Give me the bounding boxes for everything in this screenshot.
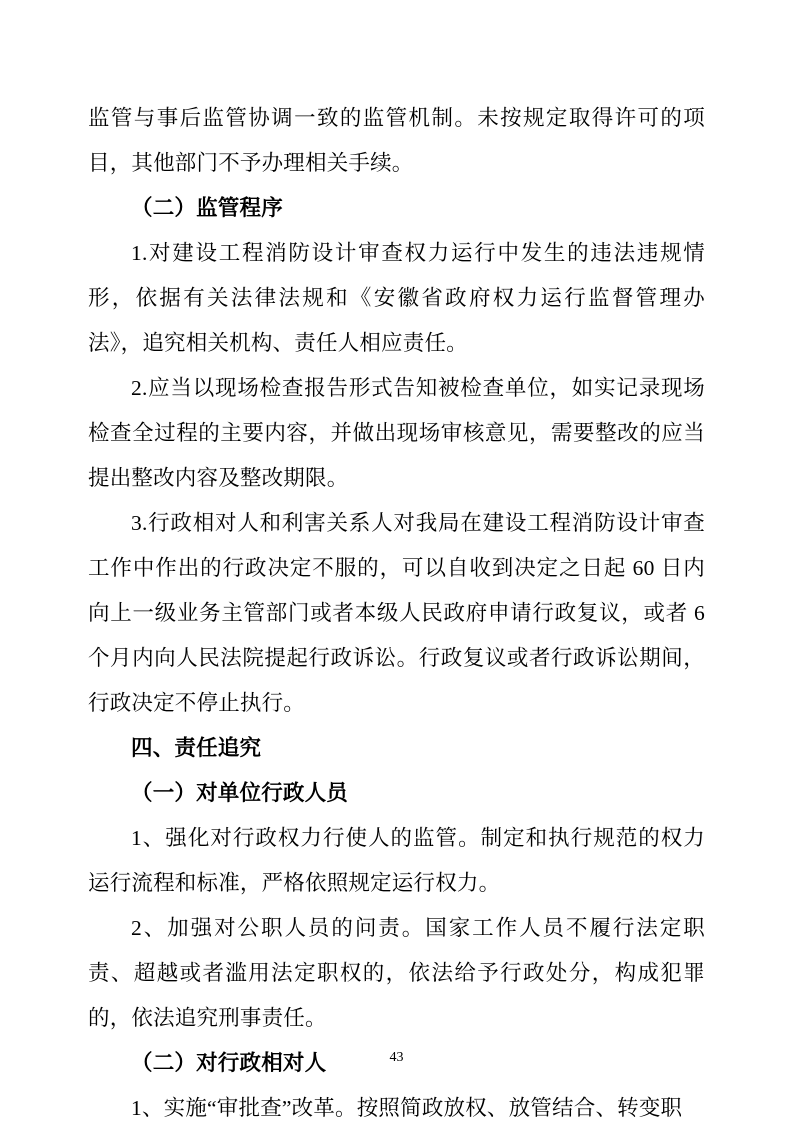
paragraph: 2.应当以现场检查报告形式告知被检查单位，如实记录现场检查全过程的主要内容，并做出现场审核意见，需要整改的应当提出整改内容及整改期限。 bbox=[88, 376, 705, 490]
paragraph: 2、加强对公职人员的问责。国家工作人员不履行法定职责、超越或者滥用法定职权的，依法给予行政处分，构成犯罪的，依法追究刑事责任。 bbox=[88, 916, 705, 1030]
paragraph: 1、强化对行政权力行使人的监管。制定和执行规范的权力运行流程和标准，严格依照规定运行权力。 bbox=[88, 826, 705, 895]
section-heading: （一）对单位行政人员 bbox=[131, 781, 349, 805]
page-number: 43 bbox=[389, 1050, 404, 1065]
section-heading: （二）对行政相对人 bbox=[131, 1051, 327, 1075]
paragraph: 监管与事后监管协调一致的监管机制。未按规定取得许可的项目，其他部门不予办理相关手续。 bbox=[88, 106, 705, 175]
paragraph: 1、实施“审批查”改革。按照简政放权、放管结合、转变职 bbox=[131, 1096, 683, 1120]
section-heading: 四、责任追究 bbox=[131, 736, 262, 760]
paragraph: 3.行政相对人和利害关系人对我局在建设工程消防设计审查工作中作出的行政决定不服的，可以自收到决定之日起 60 日内向上一级业务主管部门或者本级人民政府申请行政复议，或者 6 个月内向人民法院提起行政诉讼。行政复议或者行政诉讼期间，行政决定不停止执行。 bbox=[88, 511, 711, 715]
section-heading: （二）监管程序 bbox=[131, 196, 283, 220]
paragraph: 1.对建设工程消防设计审查权力运行中发生的违法违规情形，依据有关法律法规和《安徽省政府权力运行监督管理办法》，追究相关机构、责任人相应责任。 bbox=[88, 241, 705, 355]
document-body bbox=[88, 96, 711, 1131]
